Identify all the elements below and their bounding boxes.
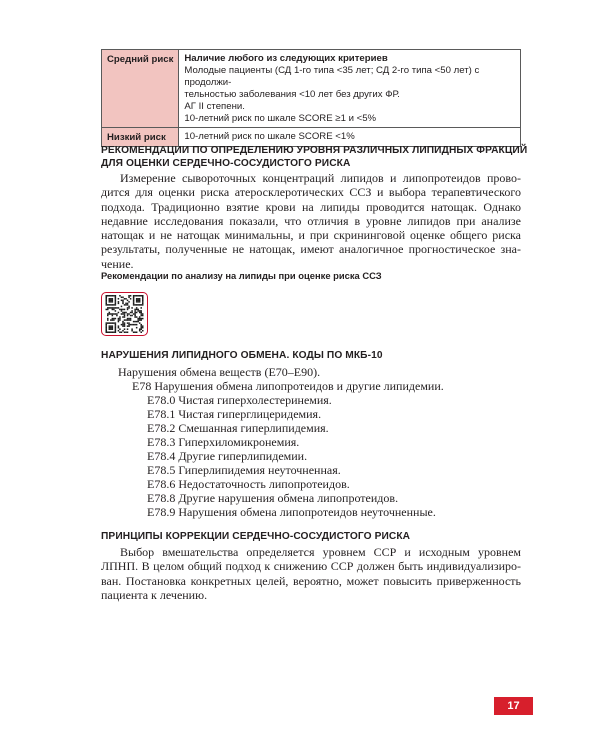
icd10-code-item: E78.4 Другие гиперлипидемии. bbox=[147, 449, 308, 463]
risk-correction-paragraph bbox=[101, 545, 521, 602]
risk-label-low: Низкий риск bbox=[102, 128, 179, 147]
icd10-code-item: E78.9 Нарушения обмена липопротеидов неуточненные. bbox=[147, 505, 436, 519]
icd10-code-item: E78.3 Гиперхиломикронемия. bbox=[147, 435, 300, 449]
section-title-line: РЕКОМЕНДАЦИИ ПО ОПРЕДЕЛЕНИЮ УРОВНЯ РАЗЛИЧНЫХ ЛИПИДНЫХ ФРАКЦИЙ bbox=[101, 145, 528, 156]
criteria-line: 10-летний риск по шкале SCORE ≥1 и <5% bbox=[184, 113, 377, 124]
qr-code-icon bbox=[105, 295, 144, 333]
risk-criteria-medium bbox=[179, 50, 521, 128]
paragraph-line: натощак и не натощак минимальны, и при скрининговой оценке общего риска bbox=[101, 228, 521, 243]
icd10-group: Нарушения обмена веществ (E70–E90). bbox=[118, 365, 321, 379]
paragraph-line: Измерение сывороточных концентраций липидов и липопротеидов прово- bbox=[120, 171, 521, 185]
paragraph-line: пациента к лечению. bbox=[101, 587, 208, 602]
risk-row-medium bbox=[102, 50, 521, 128]
criteria-line: Молодые пациенты (СД 1-го типа <35 лет; СД 2-го типа <50 лет) с продолжи- bbox=[184, 65, 480, 88]
section-title-line: ДЛЯ ОЦЕНКИ СЕРДЕЧНО-СОСУДИСТОГО РИСКА bbox=[101, 158, 351, 169]
criteria-line: тельностью заболевания <10 лет без других ФР. bbox=[184, 89, 400, 100]
icd10-section-title: НАРУШЕНИЯ ЛИПИДНОГО ОБМЕНА. КОДЫ ПО МКБ-10 bbox=[101, 350, 383, 361]
icd10-code-item: E78.5 Гиперлипидемия неуточненная. bbox=[147, 463, 341, 477]
risk-criteria-low: 10-летний риск по шкале SCORE <1% bbox=[179, 128, 521, 147]
lipid-paragraph bbox=[101, 171, 521, 271]
paragraph-line: чение. bbox=[101, 256, 134, 271]
paragraph-line: недавние исследования показали, что отличия в уровне липидов при анализе bbox=[101, 213, 521, 228]
criteria-title: Наличие любого из следующих критериев bbox=[184, 53, 388, 64]
risk-correction-title: ПРИНЦИПЫ КОРРЕКЦИИ СЕРДЕЧНО-СОСУДИСТОГО РИСКА bbox=[101, 531, 411, 542]
risk-table bbox=[101, 49, 521, 147]
paragraph-line: результаты, полученные не натощак, имеют аналогичное прогностическое зна- bbox=[101, 242, 521, 257]
paragraph-line: дится для оценки риска атеросклеротических ССЗ и выбора терапевтического bbox=[101, 185, 521, 200]
qr-code-link[interactable] bbox=[101, 292, 148, 336]
icd10-code-item: E78.6 Недостаточность липопротеидов. bbox=[147, 477, 350, 491]
icd10-code-item: E78.2 Смешанная гиперлипидемия. bbox=[147, 421, 329, 435]
paragraph-line: ЛПНП. В целом общий подход к снижению ССР должен быть индивидуализиро- bbox=[101, 559, 521, 574]
paragraph-line: подхода. Традиционно взятие крови на липиды проводится натощак. Однако bbox=[101, 199, 521, 214]
icd10-code-item: E78.1 Чистая гиперглицеридемия. bbox=[147, 407, 322, 421]
lipid-recommendations-subheading: Рекомендации по анализу на липиды при оценке риска ССЗ bbox=[101, 270, 382, 281]
paragraph-line: Выбор вмешательства определяется уровнем ССР и исходным уровнем bbox=[120, 545, 521, 559]
page-number: 17 bbox=[494, 697, 533, 715]
risk-label-medium: Средний риск bbox=[102, 50, 179, 128]
icd10-subgroup: E78 Нарушения обмена липопротеидов и другие липидемии. bbox=[132, 379, 444, 393]
paragraph-line: ван. Постановка конкретных целей, вероятно, может повысить приверженность bbox=[101, 573, 521, 588]
icd10-code-item: E78.0 Чистая гиперхолестеринемия. bbox=[147, 393, 332, 407]
icd10-code-item: E78.8 Другие нарушения обмена липопротеидов. bbox=[147, 491, 399, 505]
criteria-line: АГ II степени. bbox=[184, 101, 245, 112]
section-lipid-title bbox=[101, 144, 527, 170]
